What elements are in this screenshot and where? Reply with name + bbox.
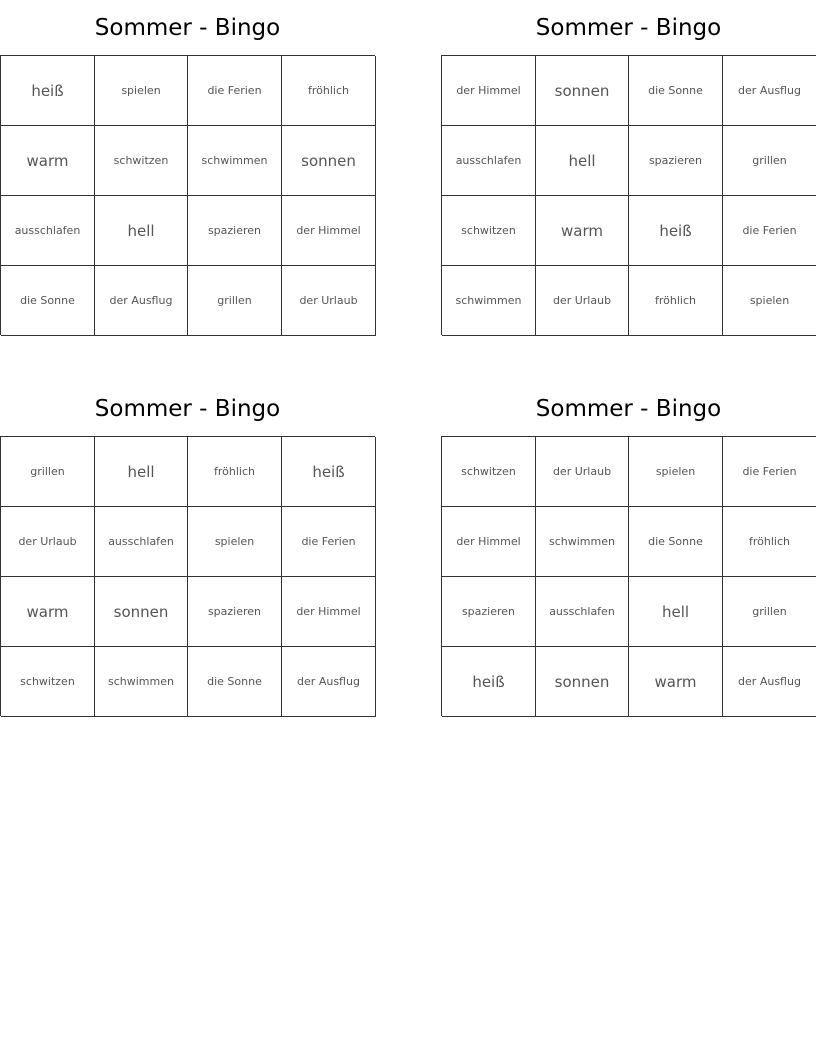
bingo-cell: der Ausflug [95,266,188,336]
bingo-cell: heiß [282,437,376,507]
bingo-cell: der Himmel [282,577,376,647]
bingo-cell: schwimmen [95,647,188,717]
bingo-cell: der Urlaub [282,266,376,336]
bingo-cell: warm [1,126,95,196]
bingo-cell: ausschlafen [1,196,95,266]
bingo-cell: schwitzen [442,437,536,507]
bingo-cell: spielen [95,56,188,126]
bingo-cell: die Sonne [629,507,723,577]
bingo-cell: der Urlaub [536,437,629,507]
bingo-cell: sonnen [536,56,629,126]
bingo-cell: spielen [629,437,723,507]
bingo-cell: spazieren [188,196,282,266]
bingo-cell: grillen [723,577,816,647]
bingo-cell: hell [629,577,723,647]
bingo-cell: hell [95,437,188,507]
bingo-cell: die Ferien [723,437,816,507]
bingo-cell: warm [536,196,629,266]
bingo-cell: heiß [1,56,95,126]
bingo-cell: schwimmen [442,266,536,336]
bingo-cell: der Himmel [442,56,536,126]
card-title: Sommer - Bingo [535,15,722,41]
bingo-grid [0,436,375,716]
bingo-cell: die Sonne [188,647,282,717]
bingo-cell: der Ausflug [282,647,376,717]
bingo-cell: warm [629,647,723,717]
bingo-cell: spielen [723,266,816,336]
bingo-cell: die Sonne [629,56,723,126]
bingo-cell: spazieren [629,126,723,196]
bingo-cell: grillen [723,126,816,196]
bingo-cell: die Sonne [1,266,95,336]
card-title: Sommer - Bingo [535,396,722,422]
bingo-cell: der Urlaub [536,266,629,336]
bingo-cell: sonnen [282,126,376,196]
bingo-cell: schwitzen [442,196,536,266]
bingo-cell: grillen [1,437,95,507]
bingo-cell: ausschlafen [95,507,188,577]
bingo-card-1 [0,0,375,335]
bingo-cell: hell [95,196,188,266]
bingo-card-4 [441,381,816,716]
bingo-grid [441,436,816,716]
bingo-cell: der Ausflug [723,647,816,717]
bingo-card-3 [0,381,375,716]
card-title: Sommer - Bingo [94,396,281,422]
bingo-grid [0,55,375,335]
bingo-cell: spazieren [188,577,282,647]
bingo-cell: der Himmel [282,196,376,266]
bingo-cell: hell [536,126,629,196]
card-title: Sommer - Bingo [94,15,281,41]
bingo-cell: ausschlafen [536,577,629,647]
bingo-card-2 [441,0,816,335]
bingo-cell: der Ausflug [723,56,816,126]
bingo-cell: spazieren [442,577,536,647]
bingo-cell: die Ferien [188,56,282,126]
bingo-cell: ausschlafen [442,126,536,196]
bingo-cell: spielen [188,507,282,577]
bingo-cell: fröhlich [629,266,723,336]
bingo-cell: sonnen [536,647,629,717]
bingo-cell: heiß [442,647,536,717]
bingo-cell: schwitzen [95,126,188,196]
bingo-cell: sonnen [95,577,188,647]
bingo-cell: grillen [188,266,282,336]
bingo-cell: der Himmel [442,507,536,577]
bingo-cell: fröhlich [282,56,376,126]
bingo-cell: warm [1,577,95,647]
bingo-cell: schwimmen [188,126,282,196]
bingo-cell: heiß [629,196,723,266]
bingo-cell: schwitzen [1,647,95,717]
bingo-cell: die Ferien [282,507,376,577]
bingo-grid [441,55,816,335]
bingo-cell: fröhlich [188,437,282,507]
bingo-cell: die Ferien [723,196,816,266]
bingo-cell: fröhlich [723,507,816,577]
bingo-cell: schwimmen [536,507,629,577]
bingo-cell: der Urlaub [1,507,95,577]
